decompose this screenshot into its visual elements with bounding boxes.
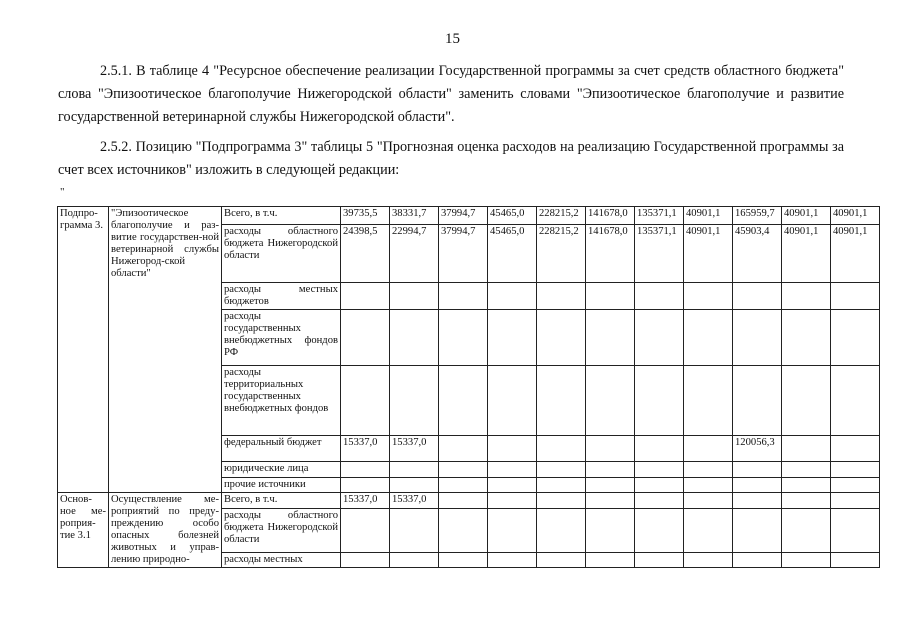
value-cell bbox=[586, 310, 635, 366]
value-cell bbox=[439, 478, 488, 493]
value-cell bbox=[586, 283, 635, 310]
value-cell bbox=[831, 436, 880, 462]
value-cell bbox=[390, 283, 439, 310]
value-cell bbox=[782, 553, 831, 568]
value-cell bbox=[635, 478, 684, 493]
value-cell bbox=[684, 366, 733, 436]
value-cell bbox=[831, 493, 880, 509]
program-label-cell: Основ-ное ме-роприя-тие 3.1 bbox=[58, 493, 109, 568]
funding-source-cell: прочие источники bbox=[222, 478, 341, 493]
value-cell: 40901,1 bbox=[831, 207, 880, 225]
value-cell: 39735,5 bbox=[341, 207, 390, 225]
value-cell bbox=[684, 462, 733, 478]
paragraph-2-5-1: 2.5.1. В таблице 4 "Ресурсное обеспечение реализации Государственной программы за счет средств областного бюджета" слова "Эпизоотическое благополучие Нижегородской области" заменить словами "Эпизоотическое благополучие и развитие государственной ветеринарной службы Нижегородской области". bbox=[58, 63, 844, 125]
funding-source-cell: расходы территориальных государственных внебюджетных фондов bbox=[222, 366, 341, 436]
value-cell: 141678,0 bbox=[586, 225, 635, 283]
value-cell bbox=[586, 509, 635, 553]
value-cell bbox=[488, 283, 537, 310]
value-cell bbox=[684, 493, 733, 509]
value-cell bbox=[439, 553, 488, 568]
value-cell: 22994,7 bbox=[390, 225, 439, 283]
value-cell bbox=[390, 366, 439, 436]
value-cell bbox=[831, 553, 880, 568]
table-row bbox=[58, 207, 880, 225]
value-cell bbox=[488, 436, 537, 462]
value-cell bbox=[586, 553, 635, 568]
funding-source-cell: расходы местных бюджетов bbox=[222, 283, 341, 310]
funding-source-cell: юридические лица bbox=[222, 462, 341, 478]
value-cell bbox=[733, 553, 782, 568]
value-cell bbox=[831, 310, 880, 366]
value-cell bbox=[635, 436, 684, 462]
value-cell bbox=[782, 366, 831, 436]
funding-source-cell: Всего, в т.ч. bbox=[222, 493, 341, 509]
value-cell bbox=[341, 462, 390, 478]
value-cell bbox=[782, 493, 831, 509]
value-cell bbox=[831, 509, 880, 553]
paragraph-2-5-2: 2.5.2. Позицию "Подпрограмма 3" таблицы 5 "Прогнозная оценка расходов на реализацию Государственной программы за счет всех источников" изложить в следующей редакции: bbox=[58, 139, 844, 178]
value-cell bbox=[537, 462, 586, 478]
value-cell bbox=[537, 553, 586, 568]
value-cell bbox=[733, 283, 782, 310]
value-cell: 15337,0 bbox=[390, 493, 439, 509]
funding-source-cell: Всего, в т.ч. bbox=[222, 207, 341, 225]
value-cell: 40901,1 bbox=[684, 207, 733, 225]
value-cell bbox=[635, 310, 684, 366]
value-cell bbox=[831, 366, 880, 436]
value-cell: 40901,1 bbox=[782, 207, 831, 225]
value-cell bbox=[635, 553, 684, 568]
table-row bbox=[58, 493, 880, 509]
value-cell bbox=[341, 553, 390, 568]
value-cell bbox=[341, 283, 390, 310]
value-cell: 45465,0 bbox=[488, 225, 537, 283]
value-cell bbox=[439, 493, 488, 509]
opening-quote: " bbox=[60, 186, 65, 198]
value-cell bbox=[635, 462, 684, 478]
value-cell bbox=[537, 283, 586, 310]
value-cell bbox=[782, 310, 831, 366]
funding-source-cell: федеральный бюджет bbox=[222, 436, 341, 462]
value-cell: 38331,7 bbox=[390, 207, 439, 225]
value-cell bbox=[488, 462, 537, 478]
value-cell: 228215,2 bbox=[537, 225, 586, 283]
value-cell bbox=[439, 509, 488, 553]
value-cell bbox=[341, 509, 390, 553]
value-cell bbox=[635, 283, 684, 310]
funding-source-cell: расходы областного бюджета Нижегородской области bbox=[222, 225, 341, 283]
value-cell bbox=[733, 366, 782, 436]
value-cell: 15337,0 bbox=[390, 436, 439, 462]
value-cell bbox=[439, 462, 488, 478]
value-cell bbox=[439, 310, 488, 366]
table-body bbox=[58, 207, 880, 568]
value-cell bbox=[439, 436, 488, 462]
value-cell: 120056,3 bbox=[733, 436, 782, 462]
value-cell bbox=[488, 493, 537, 509]
value-cell bbox=[586, 493, 635, 509]
value-cell bbox=[341, 366, 390, 436]
value-cell bbox=[635, 509, 684, 553]
value-cell bbox=[733, 478, 782, 493]
value-cell: 15337,0 bbox=[341, 436, 390, 462]
value-cell: 45903,4 bbox=[733, 225, 782, 283]
value-cell bbox=[586, 462, 635, 478]
value-cell bbox=[439, 283, 488, 310]
value-cell bbox=[537, 478, 586, 493]
value-cell: 40901,1 bbox=[684, 225, 733, 283]
value-cell bbox=[782, 462, 831, 478]
value-cell bbox=[439, 366, 488, 436]
value-cell bbox=[684, 310, 733, 366]
value-cell bbox=[684, 436, 733, 462]
value-cell bbox=[537, 366, 586, 436]
value-cell: 37994,7 bbox=[439, 225, 488, 283]
value-cell bbox=[390, 310, 439, 366]
value-cell bbox=[537, 493, 586, 509]
value-cell: 24398,5 bbox=[341, 225, 390, 283]
funding-source-cell: расходы областного бюджета Нижегородской области bbox=[222, 509, 341, 553]
value-cell bbox=[684, 553, 733, 568]
value-cell: 135371,1 bbox=[635, 207, 684, 225]
value-cell: 40901,1 bbox=[831, 225, 880, 283]
value-cell: 15337,0 bbox=[341, 493, 390, 509]
value-cell bbox=[537, 509, 586, 553]
funding-source-cell: расходы местных bbox=[222, 553, 341, 568]
value-cell bbox=[831, 462, 880, 478]
value-cell bbox=[733, 462, 782, 478]
value-cell bbox=[635, 493, 684, 509]
funding-source-cell: расходы государственных внебюджетных фондов РФ bbox=[222, 310, 341, 366]
value-cell bbox=[488, 478, 537, 493]
value-cell bbox=[684, 478, 733, 493]
value-cell bbox=[586, 366, 635, 436]
page-number: 15 bbox=[445, 31, 460, 47]
value-cell bbox=[488, 366, 537, 436]
value-cell bbox=[782, 478, 831, 493]
value-cell bbox=[782, 509, 831, 553]
value-cell bbox=[537, 310, 586, 366]
value-cell: 40901,1 bbox=[782, 225, 831, 283]
value-cell bbox=[390, 478, 439, 493]
value-cell bbox=[390, 509, 439, 553]
value-cell bbox=[488, 553, 537, 568]
value-cell: 228215,2 bbox=[537, 207, 586, 225]
value-cell: 165959,7 bbox=[733, 207, 782, 225]
value-cell bbox=[341, 310, 390, 366]
value-cell bbox=[782, 283, 831, 310]
value-cell: 45465,0 bbox=[488, 207, 537, 225]
budget-table bbox=[57, 206, 880, 568]
value-cell: 141678,0 bbox=[586, 207, 635, 225]
value-cell bbox=[586, 478, 635, 493]
value-cell bbox=[537, 436, 586, 462]
value-cell bbox=[684, 509, 733, 553]
value-cell bbox=[488, 310, 537, 366]
value-cell bbox=[831, 478, 880, 493]
value-cell bbox=[782, 436, 831, 462]
value-cell bbox=[390, 553, 439, 568]
value-cell bbox=[586, 436, 635, 462]
value-cell: 37994,7 bbox=[439, 207, 488, 225]
value-cell bbox=[390, 462, 439, 478]
program-name-cell: Осуществление ме-роприятий по преду-преждению особо опасных болезней животных и управ-лению природно- bbox=[109, 493, 222, 568]
value-cell bbox=[684, 283, 733, 310]
value-cell bbox=[341, 478, 390, 493]
value-cell bbox=[635, 366, 684, 436]
value-cell bbox=[488, 509, 537, 553]
value-cell bbox=[831, 283, 880, 310]
value-cell bbox=[733, 493, 782, 509]
value-cell: 135371,1 bbox=[635, 225, 684, 283]
program-name-cell: "Эпизоотическое благополучие и раз-витие государствен-ной ветеринарной службы Нижегород-ской области" bbox=[109, 207, 222, 493]
value-cell bbox=[733, 310, 782, 366]
value-cell bbox=[733, 509, 782, 553]
program-label-cell: Подпро-грамма 3. bbox=[58, 207, 109, 493]
